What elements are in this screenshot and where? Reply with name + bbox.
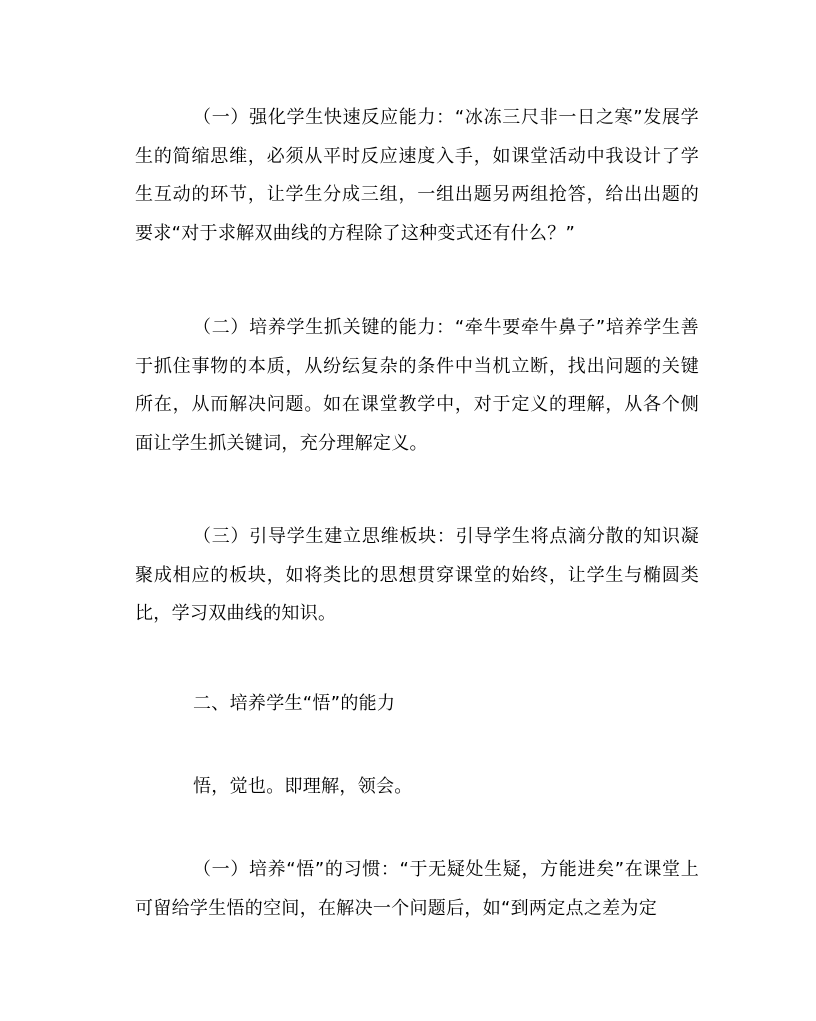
section-heading-understanding: 二、培养学生“悟”的能力 bbox=[193, 693, 396, 714]
paragraph-understanding-habit: （一）培养“悟”的习惯：“于无疑处生疑，方能进矣”在课堂上可留给学生悟的空间，在解决一个问题后，如“到两定点之差为定 bbox=[135, 859, 699, 919]
paragraph-definition-of-understanding: 悟，觉也。即理解，领会。 bbox=[193, 776, 413, 797]
paragraph-thinking-blocks: （三）引导学生建立思维板块：引导学生将点滴分散的知识凝聚成相应的板块，如将类比的思想贯穿课堂的始终，让学生与椭圆类比，学习双曲线的知识。 bbox=[135, 526, 699, 624]
paragraph-grasp-key-points: （二）培养学生抓关键的能力：“牵牛要牵牛鼻子”培养学生善于抓住事物的本质，从纷纭复杂的条件中当机立断，找出问题的关键所在，从而解决问题。如在课堂教学中，对于定义的理解，从各个侧面让学生抓关键词，充分理解定义。 bbox=[135, 317, 699, 454]
paragraph-strengthen-quick-reaction: （一）强化学生快速反应能力：“冰冻三尺非一日之寒”发展学生的简缩思维，必须从平时反应速度入手，如课堂活动中我设计了学生互动的环节，让学生分成三组，一组出题另两组抢答，给出出题的要求“对于求解双曲线的方程除了这种变式还有什么？” bbox=[135, 107, 699, 244]
